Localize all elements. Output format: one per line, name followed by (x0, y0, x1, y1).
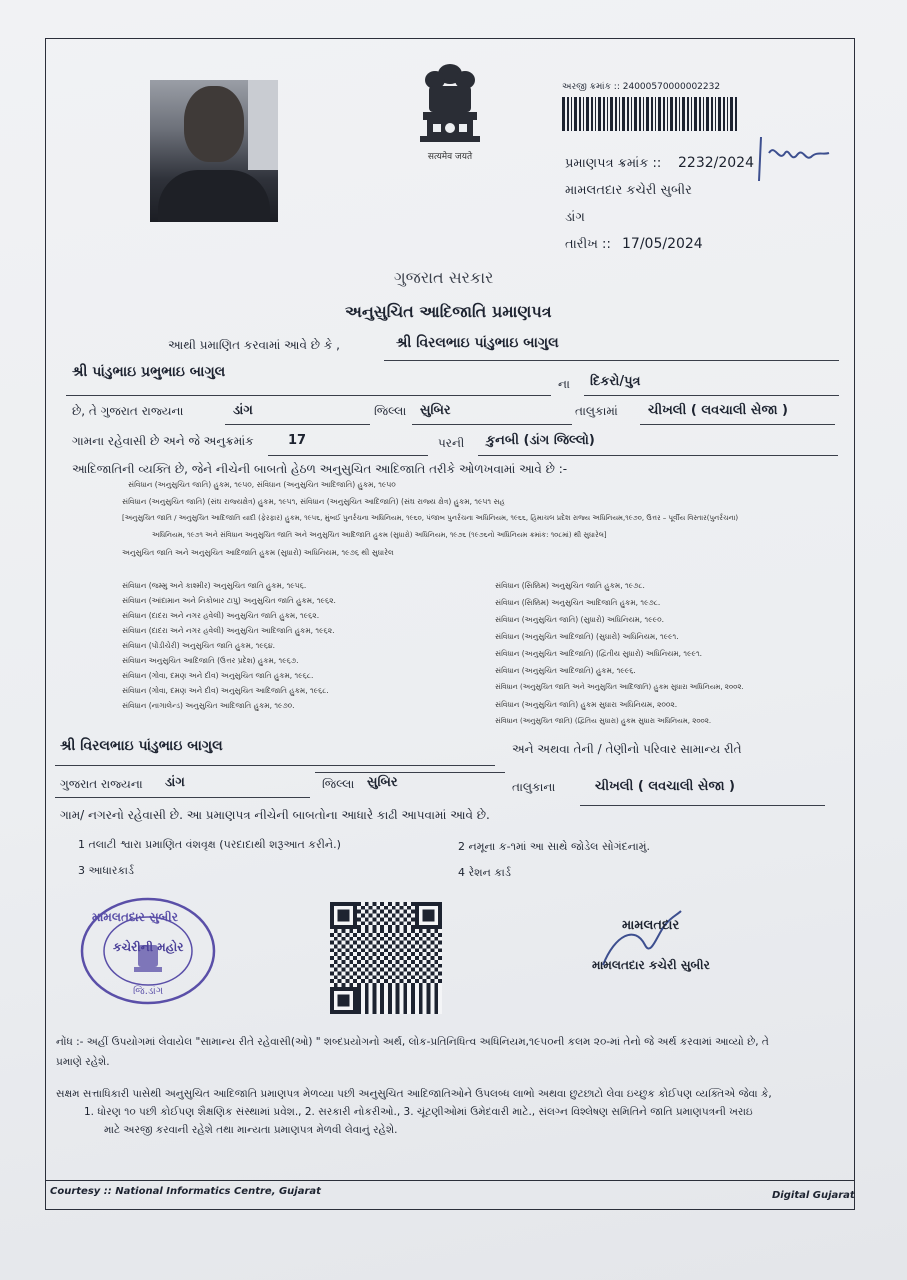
document-item: 1 તલાટી શ્વારા પ્રમાણિત વંશવૃક્ષ (પરદાદાથી શરૂઆત કરીને.) (78, 838, 341, 851)
father-name: શ્રી પાંડુભાઇ પ્રભુભાઇ બાગુલ (72, 364, 226, 380)
act-right: સંવિધાન (અનુસુચિત જાતિ) હુકમ સુધારા અધિનિયમ, ૨૦૦૨. (495, 700, 678, 709)
qr-code (330, 902, 442, 1014)
certificate-title: અનુસુચિત આદિજાતિ પ્રમાણપત્ર (345, 302, 552, 321)
act-left: સંવિધાન અનુસુચિત આદિજાતિ (ઉત્તર પ્રદેશ) હુકમ, ૧૯૬૭. (122, 656, 299, 665)
act-right: સંવિધાન (અનુસુચિત આદિજાતિ) હુકમ, ૧૯૯૬. (495, 666, 636, 675)
tribe-text: આદિજાતિની વ્યક્તિ છે, જેને નીચેની બાબતો હેઠળ અનુસુચિત આદિજાતિ તરીકે ઓળખવામાં આવે છે :- (72, 462, 568, 476)
person-name-repeat: શ્રી વિરલભાઇ પાંડુભાઇ બાગુલ (60, 738, 223, 754)
taluka-label: તાલુકામાં (575, 404, 618, 418)
info-paragraph: માટે અરજી કરવાની રહેશે તથા માન્યતા પ્રમાણપત્ર મેળવી લેવાનું રહેશે. (104, 1124, 398, 1136)
application-number: અરજી ક્રમાંક :: 24000570000002232 (562, 82, 721, 92)
parni-text: પરની (438, 436, 465, 450)
issuing-office: મામલતદાર કચેરી સુબીર (565, 183, 692, 198)
handwritten-signature (755, 133, 835, 183)
officer-office: મામલતદાર કચેરી સુબીર (592, 958, 710, 972)
note-line: નોંધ :- અહીં ઉપયોગમાં લેવાયેલ "સામાન્ય રીતે રહેવાસી(ઓ) " શબ્દપ્રયોગનો અર્થ, લોક-પ્રતિનિધિત્વ અધિનિયમ,૧૯૫૦ની કલમ ૨૦-માં તેનો જે અર્થ કરવામાં આવ્યો છે, તે (56, 1036, 769, 1048)
taluka-value-repeat: ચીખલી ( લવચાલી સેજા ) (595, 779, 735, 794)
act-left: સંવિધાન (જમ્મુ અને કાશ્મીર) અનુસુચિત જાતિ હુકમ, ૧૯૫૬. (122, 581, 307, 590)
family-text: અને અથવા તેની / તેણીનો પરિવાર સામાન્ય રીતે (512, 742, 742, 756)
act-left: સંવિધાન (ગોવા, દમણ અને દીવ) અનુસુચિત આદિજાતિ હુકમ, ૧૯૬૮. (122, 686, 329, 695)
taluka-label-repeat: તાલુકાના (512, 780, 556, 794)
act-line: અધિનિયમ, ૧૯૭૧ અને સંવિધાન અનુસુચિત જાતિ અને અનુસુચિત આદિજાતિ હુકમ (સુધારો) અધિનિયમ, ૧૯૭૬ (૧૯૭૬નો અધિનિયમ ક્રમાંક: ૧૦૮માં) થી સુધારેલ] (152, 531, 607, 539)
na-text: ના (558, 377, 570, 391)
government-heading: ગુજરાત સરકાર (394, 268, 494, 287)
seal-text: મામલતદાર સુબીર (92, 910, 178, 924)
act-line: સંવિધાન (અનુસુચિત જાતિ) (સંઘ રાજ્યક્ષેત્ર) હુકમ, ૧૯૫૧, સંવિધાન (અનુસુચિત આદિજાતિ) (સંઘ રાજ્ય ક્ષેત્ર) હુકમ, ૧૯૫૧ સહ (122, 497, 505, 506)
applicant-photo (150, 80, 278, 222)
emblem-caption: सत्यमेव जयते (427, 152, 473, 162)
digital-gujarat: Digital Gujarat (772, 1190, 855, 1201)
act-left: સંવિધાન (ગોવા, દમણ અને દીવ) અનુસુચિત જાતિ હુકમ, ૧૯૬૮. (122, 671, 314, 680)
issuing-district: ડાંગ (565, 210, 585, 225)
cert-number: 2232/2024 (678, 155, 754, 171)
district-value: ડાંગ (233, 403, 253, 418)
act-left: સંવિધાન (દાદરા અને નગર હવેલી) અનુસુચિત આદિજાતિ હુકમ, ૧૯૬૨. (122, 626, 335, 635)
act-line: સંવિધાન (અનુસુચિત જાતિ) હુકમ, ૧૯૫૦, સંવિધાન (અનુસુચિત આદિજાતિ) હુકમ, ૧૯૫૦ (128, 480, 396, 489)
state-text-repeat: ગુજરાત રાજ્યના (60, 777, 143, 791)
act-left: સંવિધાન (પોંડીચેરી) અનુસુચિત જાતિ હુકમ, ૧૯૬૪. (122, 641, 276, 650)
act-left: સંવિધાન (દાદરા અને નગર હવેલી) અનુસુચિત જાતિ હુકમ, ૧૯૬૨. (122, 611, 320, 620)
act-right: સંવિધાન (અનુસુચિત આદિજાતિ) (દ્વિતીય સુધારો) અધિનિયમ, ૧૯૯૧. (495, 649, 703, 658)
act-right: સંવિધાન (અનુસુચિત જાતિ) (દ્વિતિય સુધારા) હુકમ સુધારા અધિનિયમ, ૨૦૦૨. (495, 717, 712, 725)
act-right: સંવિધાન (અનુસુચિત આદિજાતિ) (સુધારો) અધિનિયમ, ૧૯૯૧. (495, 632, 679, 641)
barcode (562, 97, 738, 131)
info-paragraph: 1. ધોરણ ૧૦ પછી કોઈપણ શૈક્ષણિક સંસ્થામાં પ્રવેશ., 2. સરકારી નોકરીઓ., 3. ચૂંટણીઓમાં ઉમેદવારી માટે., સંલગ્ન વિશ્લેષણ સમિતિને જાતિ પ્રમાણપત્રની ખરાઇ (84, 1106, 753, 1118)
act-line: [અનુસુચિત જાતિ / અનુસુચિત આદિજાતિ યાદી (ફેરફાર) હુકમ, ૧૯૫૬, મુંબઈ પુનર્રચના અધિનિયમ, ૧૯૬૦, પંજાબ પુનર્રચના અધિનિયમ, ૧૯૬૬, હિમાચલ પ્રદેશ રાજ્ય અધિનિયમ,૧૯૭૦, ઉત્તર – પૂર્વીય વિસ્તાર(પુનર્રચના) (122, 514, 739, 522)
act-line: અનુસુચિત જાતિ અને અનુસુચિત આદિજાતિ હુકમ (સુધારો) અધિનિયમ, ૧૯૭૬ થી સુધારેલ (122, 548, 394, 557)
jilla-value-repeat: સુબિર (367, 775, 398, 790)
date-label: તારીખ :: (565, 237, 611, 252)
courtesy-text: Courtesy :: National Informatics Centre, Gujarat (50, 1186, 321, 1197)
act-right: સંવિધાન (સિક્કિમ) અનુસુચિત જાતિ હુકમ, ૧૯૭૮. (495, 581, 645, 590)
act-left: સંવિધાન (નાગાલેન્ડ) અનુસુચિત આદિજાતિ હુકમ, ૧૯૭૦. (122, 701, 295, 710)
note-line: પ્રમાણે રહેશે. (56, 1056, 110, 1068)
village-text: ગામના રહેવાસી છે અને જે અનુક્રમાંક (72, 434, 254, 448)
document-item: 3 આધારકાર્ડ (78, 864, 134, 877)
officer-title: મામલતદાર (622, 918, 680, 933)
taluka-value: ચીખલી ( લવચાલી સેજા ) (648, 403, 788, 418)
act-right: સંવિધાન (અનુસુચિત જાતિ) (સુધારો) અધિનિયમ, ૧૯૯૦. (495, 615, 665, 624)
act-right: સંવિધાન (અનુસુચિત જાતિ અને અનુસુચિત આદિજાતિ) હુકમ સુધારા અધિનિયમ, ૨૦૦૨. (495, 683, 744, 691)
footer-divider (45, 1180, 855, 1181)
document-item: 2 નમૂના ક-૧માં આ સાથે જોડેલ સોગંદનામું. (458, 840, 650, 853)
state-text: છે, તે ગુજરાત રાજ્યના (72, 404, 184, 418)
issue-date: 17/05/2024 (622, 236, 703, 252)
village-text-repeat: ગામ/ નગરનો રહેવાસી છે. આ પ્રમાણપત્ર નીચેની બાબતોના આધારે કાઢી આપવામાં આવે છે. (60, 808, 490, 822)
act-left: સંવિધાન (આંદામાન અને નિકોબાર ટાપુ) અનુસુચિત જાતિ હુકમ, ૧૯૬૨. (122, 596, 336, 605)
cert-number-label: પ્રમાણપત્ર ક્રમાંક :: (565, 156, 662, 171)
info-paragraph: સક્ષમ સત્તાધિકારી પાસેથી અનુસુચિત આદિજાતિ પ્રમાણપત્ર મેળવ્યા પછી અનુસુચિત આદિજાતિઓને ઉપલબ્ધ લાભો અથવા છુટછાટો લેવા ઇચ્છુક કોઈપણ વ્યક્તિએ જેવા કે, (56, 1088, 772, 1100)
seal-center: કચેરીની મહોર (113, 940, 184, 954)
serial-number: 17 (288, 433, 307, 448)
jilla-value: સુબિર (420, 403, 451, 418)
act-right: સંવિધાન (સિક્કિમ) અનુસુચિત આદિજાતિ હુકમ, ૧૯૭૮. (495, 598, 661, 607)
jilla-label: જિલ્લા (374, 404, 407, 418)
national-emblem-icon (415, 60, 485, 148)
relation: દિકરો/પુત્ર (590, 374, 641, 389)
seal-bottom: જિ.ડાંગ (133, 986, 164, 997)
document-item: 4 રેશન કાર્ડ (458, 866, 511, 879)
caste-value: કુનબી (ડાંગ જિલ્લો) (486, 433, 595, 448)
person-name: શ્રી વિરલભાઇ પાંડુભાઇ બાગુલ (396, 335, 559, 351)
district-value-repeat: ડાંગ (165, 775, 185, 790)
intro-text: આથી પ્રમાણિત કરવામાં આવે છે કે , (168, 338, 340, 352)
jilla-label-repeat: જિલ્લા (322, 777, 355, 791)
